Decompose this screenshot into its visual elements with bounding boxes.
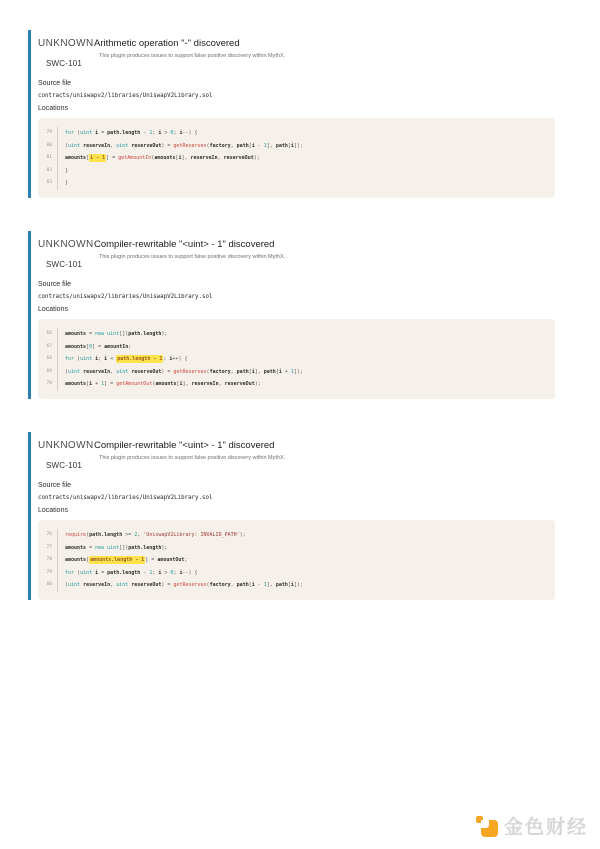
code-number: 1 bbox=[263, 582, 267, 589]
code-identifier: reserveIn bbox=[83, 142, 111, 149]
code-line bbox=[44, 328, 545, 341]
code-plain: , bbox=[218, 381, 225, 388]
code-identifier: reserveIn bbox=[190, 155, 218, 162]
code-plain: , bbox=[110, 582, 117, 589]
code-identifier: path bbox=[275, 142, 288, 149]
code-plain: [ bbox=[86, 155, 90, 162]
code-snippet bbox=[38, 319, 555, 399]
code-snippet bbox=[38, 520, 555, 600]
line-number: 68 bbox=[44, 353, 58, 366]
severity-column bbox=[38, 38, 94, 68]
code-function: require bbox=[65, 531, 87, 538]
code-keyword: for bbox=[65, 130, 75, 136]
code-identifier: path.length bbox=[107, 130, 141, 136]
code-plain: [ bbox=[275, 368, 279, 375]
locations-label: Locations bbox=[38, 105, 68, 112]
title-column bbox=[90, 38, 285, 68]
code-identifier: i bbox=[290, 582, 294, 589]
finding-meta bbox=[38, 80, 555, 112]
code-keyword: for bbox=[65, 356, 75, 363]
code-identifier: path.length bbox=[107, 569, 141, 576]
locations-label: Locations bbox=[38, 506, 68, 514]
code-keyword: uint bbox=[68, 368, 81, 375]
code-plain: [ bbox=[175, 155, 179, 162]
code-plain: ] = bbox=[92, 343, 105, 350]
code-identifier: i bbox=[179, 381, 183, 388]
code-plain: ( bbox=[151, 155, 155, 162]
code-plain: [ bbox=[176, 381, 180, 388]
code-keyword: uint bbox=[107, 330, 120, 337]
code-plain: ); bbox=[254, 381, 261, 388]
code-keyword: new bbox=[95, 544, 105, 551]
line-number: 69 bbox=[44, 366, 58, 379]
code-plain: ( bbox=[65, 368, 69, 375]
code-plain: ]); bbox=[293, 582, 303, 589]
code-identifier: factory bbox=[209, 582, 231, 589]
code-plain: , bbox=[137, 531, 144, 538]
code-identifier: reserveIn bbox=[83, 582, 111, 589]
code-identifier: i bbox=[169, 356, 173, 363]
code-line bbox=[44, 353, 545, 366]
finding-meta bbox=[38, 482, 555, 514]
code-plain: ; bbox=[152, 569, 159, 576]
logo-block bbox=[481, 820, 498, 837]
code-plain: , bbox=[110, 142, 117, 149]
code-function: getReserves bbox=[173, 368, 207, 375]
locations-label: Locations bbox=[38, 305, 68, 313]
code-plain: = bbox=[86, 330, 96, 337]
code-identifier: factory bbox=[209, 142, 231, 149]
code-plain: ; bbox=[128, 343, 132, 350]
code-keyword: uint bbox=[107, 544, 120, 551]
finding-description: This plugin produces issues to support false positive discovery within MythX. bbox=[99, 53, 286, 59]
code-identifier: i bbox=[158, 130, 162, 136]
code-identifier: i bbox=[95, 130, 99, 136]
code-plain: ], bbox=[266, 142, 276, 149]
code-plain: ); bbox=[161, 544, 168, 551]
code-plain: ) = bbox=[161, 368, 174, 375]
code-line bbox=[44, 567, 545, 580]
code-plain: ] = bbox=[106, 155, 119, 162]
code-line bbox=[44, 529, 545, 542]
severity-label: UNKNOWN bbox=[38, 238, 94, 250]
code-plain: , bbox=[110, 368, 117, 375]
code-plain: = bbox=[86, 544, 96, 551]
code-plain: ( bbox=[65, 142, 69, 149]
code-plain: [ bbox=[248, 582, 252, 589]
code-plain: > bbox=[161, 569, 171, 576]
code-identifier: amounts bbox=[154, 155, 176, 162]
code-text bbox=[58, 579, 303, 592]
code-plain: ( bbox=[86, 531, 90, 538]
code-text bbox=[58, 177, 68, 190]
code-plain: ], bbox=[254, 368, 264, 375]
code-keyword: uint bbox=[116, 142, 129, 149]
line-number: 79 bbox=[44, 127, 58, 140]
finding-card bbox=[28, 231, 555, 399]
code-identifier: amountIn bbox=[104, 343, 129, 350]
code-identifier: path bbox=[236, 582, 249, 589]
code-snippet bbox=[38, 118, 555, 198]
code-line bbox=[44, 165, 545, 178]
code-plain: ] = bbox=[104, 381, 117, 388]
code-identifier: i bbox=[179, 130, 183, 136]
finding-body bbox=[31, 30, 555, 198]
code-line bbox=[44, 554, 545, 567]
code-text bbox=[58, 554, 187, 567]
code-highlighted-expression: amounts.length - 1 bbox=[90, 557, 145, 564]
code-text bbox=[58, 353, 187, 366]
code-plain: [ bbox=[248, 142, 252, 149]
code-identifier: amounts bbox=[65, 557, 87, 564]
code-plain: + bbox=[281, 368, 291, 375]
code-identifier: amounts bbox=[65, 544, 87, 551]
code-line bbox=[44, 542, 545, 555]
code-text bbox=[58, 341, 131, 354]
code-identifier: amounts bbox=[65, 330, 87, 337]
code-plain: ++) { bbox=[172, 356, 188, 363]
code-plain: []( bbox=[119, 330, 129, 337]
line-number: 81 bbox=[44, 152, 58, 165]
code-line bbox=[44, 366, 545, 379]
code-plain: ; bbox=[98, 356, 105, 363]
code-identifier: reserveOut bbox=[223, 155, 254, 162]
code-plain: --) { bbox=[182, 569, 198, 576]
code-identifier: i bbox=[104, 356, 108, 363]
finding-description: This plugin produces issues to support false positive discovery within MythX. bbox=[99, 253, 286, 260]
title-column bbox=[90, 440, 285, 470]
code-plain: , bbox=[217, 155, 224, 162]
code-keyword: uint bbox=[68, 582, 81, 589]
code-line bbox=[44, 127, 545, 140]
jinse-finance-logo-icon bbox=[475, 814, 498, 837]
code-plain: , bbox=[230, 142, 237, 149]
code-plain: ; bbox=[173, 569, 180, 576]
source-file-label: Source file bbox=[38, 280, 72, 288]
finding-header bbox=[38, 432, 555, 470]
code-highlighted-expression: path.length - 1 bbox=[117, 356, 163, 363]
code-line bbox=[44, 152, 545, 165]
source-file-path: contracts/uniswapv2/libraries/UniswapV2Library.sol bbox=[38, 494, 213, 501]
code-plain: ; bbox=[184, 557, 188, 564]
code-plain: [ bbox=[287, 582, 291, 589]
code-identifier: amountOut bbox=[157, 557, 185, 564]
code-identifier: i bbox=[178, 155, 182, 162]
code-text bbox=[58, 366, 303, 379]
line-number: 80 bbox=[44, 579, 58, 592]
code-line bbox=[44, 341, 545, 354]
code-text bbox=[58, 529, 246, 542]
finding-title: Compiler-rewritable "<uint> - 1" discovered bbox=[94, 238, 275, 250]
code-number: 0 bbox=[170, 130, 174, 136]
code-plain: [ bbox=[287, 142, 291, 149]
code-identifier: amounts bbox=[155, 381, 177, 388]
code-plain: ( bbox=[152, 381, 156, 388]
code-plain: ( bbox=[206, 582, 210, 589]
finding-title: Compiler-rewritable "<uint> - 1" discovered bbox=[94, 439, 275, 451]
finding-header bbox=[38, 231, 555, 269]
code-identifier: path.length bbox=[89, 531, 123, 538]
code-plain: ( bbox=[74, 569, 81, 576]
code-identifier: path bbox=[236, 368, 249, 375]
code-keyword: uint bbox=[68, 142, 81, 149]
code-function: getReserves bbox=[173, 142, 207, 149]
line-number: 76 bbox=[44, 529, 58, 542]
severity-column bbox=[38, 238, 94, 269]
code-identifier: path.length bbox=[128, 330, 162, 337]
code-plain: ); bbox=[253, 155, 260, 162]
code-number: 2 bbox=[134, 531, 138, 538]
line-number: 80 bbox=[44, 140, 58, 153]
finding-header bbox=[38, 30, 555, 68]
code-identifier: reserveOut bbox=[131, 142, 162, 149]
code-plain: ( bbox=[206, 368, 210, 375]
code-number: 0 bbox=[170, 569, 174, 576]
code-identifier: reserveOut bbox=[131, 582, 162, 589]
code-keyword: for bbox=[65, 569, 75, 576]
finding-body bbox=[31, 231, 555, 399]
finding-description: This plugin produces issues to support false positive discovery within MythX. bbox=[99, 454, 286, 461]
brand-name: 金色财经 bbox=[503, 817, 588, 838]
title-column bbox=[90, 239, 285, 269]
severity-column bbox=[38, 439, 94, 470]
code-plain: + bbox=[92, 381, 102, 388]
finding-title: Arithmetic operation "-" discovered bbox=[94, 38, 240, 49]
code-plain: , bbox=[230, 582, 237, 589]
code-plain: ( bbox=[206, 142, 210, 149]
code-identifier: path bbox=[275, 582, 288, 589]
code-identifier: factory bbox=[209, 368, 231, 375]
code-plain: ], bbox=[266, 582, 276, 589]
code-string: 'UniswapV2Library: INVALID_PATH' bbox=[143, 531, 240, 538]
finding-meta bbox=[38, 281, 555, 313]
code-number: 0 bbox=[89, 343, 93, 350]
swc-id: SWC-101 bbox=[45, 259, 83, 269]
code-text bbox=[58, 542, 167, 555]
code-identifier: amounts bbox=[65, 155, 87, 162]
findings-list bbox=[28, 30, 555, 633]
code-keyword: uint bbox=[80, 130, 93, 136]
code-plain: - bbox=[254, 582, 264, 589]
code-plain: ; bbox=[163, 356, 170, 363]
code-line bbox=[44, 177, 545, 190]
code-identifier: reserveOut bbox=[224, 381, 255, 388]
code-text bbox=[58, 127, 198, 140]
code-plain: ) = bbox=[161, 582, 174, 589]
code-plain: []( bbox=[119, 544, 129, 551]
code-identifier: path bbox=[236, 142, 249, 149]
code-plain: ], bbox=[182, 381, 192, 388]
code-plain: >= bbox=[122, 531, 135, 538]
swc-id: SWC-101 bbox=[45, 460, 83, 470]
code-identifier: reserveOut bbox=[131, 368, 162, 375]
code-plain: [ bbox=[86, 381, 90, 388]
code-keyword: uint bbox=[80, 356, 93, 363]
line-number: 78 bbox=[44, 554, 58, 567]
code-identifier: amounts bbox=[65, 381, 87, 388]
code-plain: - bbox=[140, 569, 150, 576]
code-keyword: new bbox=[95, 330, 105, 337]
code-plain: < bbox=[107, 356, 117, 363]
line-number: 83 bbox=[44, 177, 58, 190]
finding-card bbox=[28, 30, 555, 198]
code-number: 1 bbox=[263, 142, 267, 149]
code-plain: ]); bbox=[293, 142, 303, 149]
line-number: 66 bbox=[44, 328, 58, 341]
code-function: getReserves bbox=[173, 582, 207, 589]
code-function: getAmountOut bbox=[116, 381, 153, 388]
code-identifier: i bbox=[95, 569, 99, 576]
line-number: 70 bbox=[44, 378, 58, 391]
code-line bbox=[44, 579, 545, 592]
line-number: 79 bbox=[44, 567, 58, 580]
code-function: getAmountIn bbox=[118, 155, 152, 162]
code-identifier: i bbox=[290, 142, 294, 149]
code-plain: ); bbox=[161, 330, 168, 337]
swc-id: SWC-101 bbox=[45, 59, 83, 68]
code-keyword: uint bbox=[116, 368, 129, 375]
line-number: 77 bbox=[44, 542, 58, 555]
finding-body bbox=[31, 432, 555, 600]
severity-label: UNKNOWN bbox=[38, 38, 94, 49]
source-file-label: Source file bbox=[38, 80, 72, 87]
code-plain: = bbox=[98, 130, 108, 136]
code-plain: ], bbox=[181, 155, 191, 162]
code-plain: ); bbox=[239, 531, 246, 538]
code-plain: ]); bbox=[293, 368, 303, 375]
source-file-path: contracts/uniswapv2/libraries/UniswapV2Library.sol bbox=[38, 293, 213, 300]
line-number: 82 bbox=[44, 165, 58, 178]
code-identifier: i bbox=[251, 582, 255, 589]
code-text bbox=[58, 165, 68, 178]
code-plain: [ bbox=[248, 368, 252, 375]
code-plain: ; bbox=[152, 130, 159, 136]
code-identifier: i bbox=[95, 356, 99, 363]
code-plain: ] = bbox=[145, 557, 158, 564]
code-number: 1 bbox=[290, 368, 294, 375]
code-text bbox=[58, 140, 303, 153]
code-identifier: path.length bbox=[128, 544, 162, 551]
code-line bbox=[44, 140, 545, 153]
code-identifier: i bbox=[251, 142, 255, 149]
code-plain: [ bbox=[86, 557, 90, 564]
code-identifier: reserveIn bbox=[191, 381, 219, 388]
code-plain: ) = bbox=[161, 142, 174, 149]
code-text bbox=[58, 152, 260, 165]
code-plain: } bbox=[65, 180, 69, 187]
code-plain: --) { bbox=[182, 130, 198, 136]
code-number: 1 bbox=[101, 381, 105, 388]
code-number: 1 bbox=[149, 569, 153, 576]
code-identifier: i bbox=[179, 569, 183, 576]
line-number: 67 bbox=[44, 341, 58, 354]
code-plain: ( bbox=[65, 582, 69, 589]
code-plain: ( bbox=[74, 356, 81, 363]
code-identifier: i bbox=[158, 569, 162, 576]
source-file-path: contracts/uniswapv2/libraries/UniswapV2Library.sol bbox=[38, 93, 213, 99]
code-identifier: reserveIn bbox=[83, 368, 111, 375]
code-text bbox=[58, 378, 261, 391]
code-plain: } bbox=[65, 167, 69, 174]
code-identifier: amounts bbox=[65, 343, 87, 350]
code-plain: [ bbox=[86, 343, 90, 350]
code-plain: ( bbox=[74, 130, 81, 136]
finding-card bbox=[28, 432, 555, 600]
code-text bbox=[58, 567, 198, 580]
brand-watermark bbox=[475, 812, 588, 839]
code-identifier: i bbox=[278, 368, 282, 375]
code-text bbox=[58, 328, 167, 341]
code-keyword: uint bbox=[80, 569, 93, 576]
code-highlighted-expression: i - 1 bbox=[90, 155, 106, 162]
code-plain: , bbox=[230, 368, 237, 375]
code-plain: = bbox=[98, 569, 108, 576]
code-identifier: path bbox=[263, 368, 276, 375]
code-identifier: i bbox=[89, 381, 93, 388]
code-plain: - bbox=[254, 142, 264, 149]
source-file-label: Source file bbox=[38, 481, 72, 489]
code-keyword: uint bbox=[116, 582, 129, 589]
severity-label: UNKNOWN bbox=[38, 439, 94, 451]
code-plain: ; bbox=[173, 130, 180, 136]
code-line bbox=[44, 378, 545, 391]
code-identifier: i bbox=[251, 368, 255, 375]
code-number: 1 bbox=[149, 130, 153, 136]
code-plain: > bbox=[161, 130, 171, 136]
code-plain: - bbox=[140, 130, 150, 136]
